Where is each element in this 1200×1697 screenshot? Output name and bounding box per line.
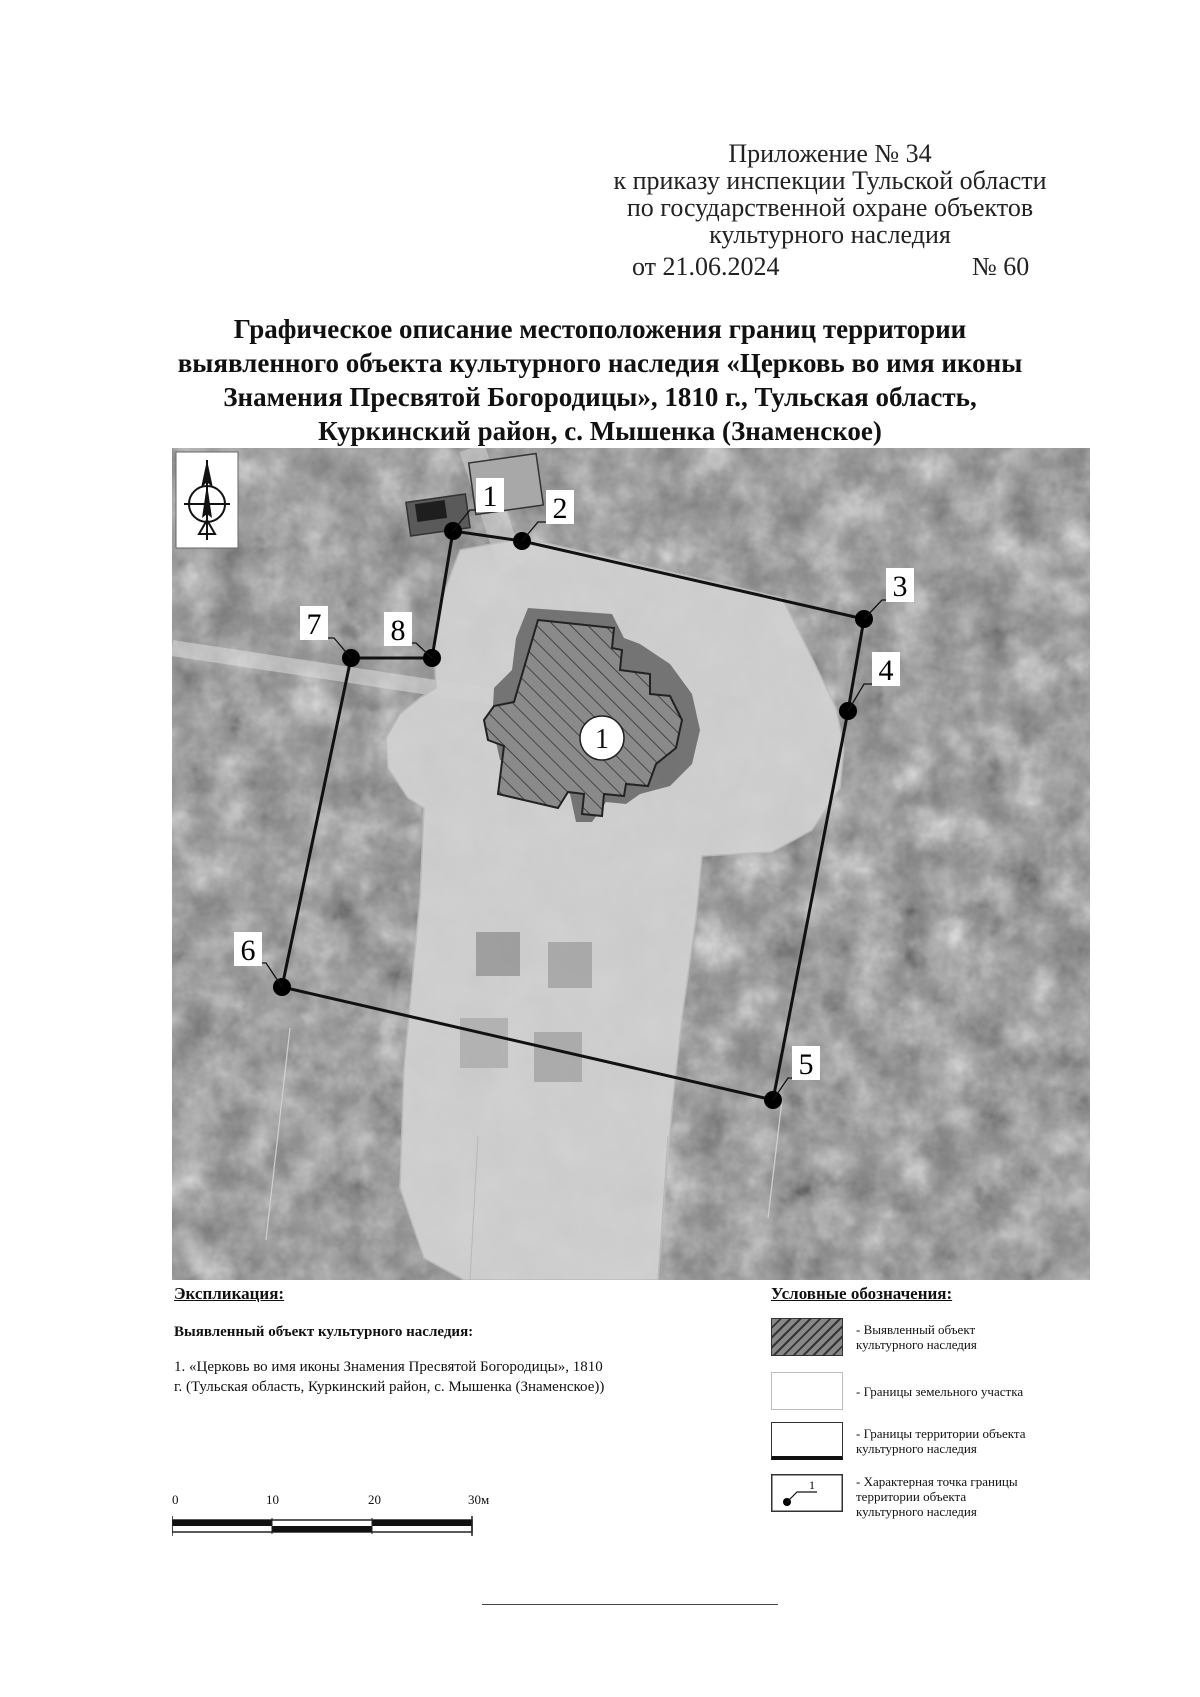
legend-heading: Условные обозначения: (771, 1284, 953, 1303)
point-label-8: 8 (390, 614, 406, 647)
plot-square (460, 1018, 508, 1068)
scale-bar (172, 1516, 482, 1538)
explication-item-line2: г. (Тульская область, Куркинский район, с. Мышенка (Знаменское)) (174, 1379, 605, 1395)
explication-item-line1: 1. «Церковь во имя иконы Знамения Пресвятой Богородицы», 1810 (174, 1359, 603, 1375)
legend-swatch-object (771, 1318, 843, 1356)
footer-rule (482, 1604, 778, 1605)
order-reference: к приказу инспекции Тульской области (613, 166, 1047, 195)
page-title (130, 312, 1070, 448)
title-line-1: Графическое описание местоположения границ территории (233, 314, 967, 344)
satellite-map (172, 448, 1090, 1280)
order-date: от 21.06.2024 (632, 252, 780, 281)
point-label-3: 3 (892, 570, 908, 603)
order-reference-line3: культурного наследия (709, 220, 951, 249)
order-number: № 60 (972, 252, 1030, 281)
legend-swatch-parcel (771, 1372, 843, 1410)
point-label-2: 2 (552, 492, 568, 525)
north-arrow-icon (176, 452, 238, 548)
order-reference-line2: по государственной охране объектов (626, 193, 1034, 222)
point-label-6: 6 (240, 934, 256, 967)
legend-object-line1: - Выявленный объект (856, 1322, 976, 1337)
legend-point-label: 1 (809, 1478, 815, 1492)
legend-object-line2: культурного наследия (856, 1337, 977, 1352)
scale-label-0: 0 (172, 1492, 179, 1507)
scale-label-30: 30м (468, 1492, 490, 1507)
legend-point-line1: - Характерная точка границы (856, 1474, 1018, 1489)
legend-territory-line2: культурного наследия (856, 1441, 977, 1456)
point-label-5: 5 (798, 1048, 814, 1081)
title-line-4: Куркинский район, с. Мышенка (Знаменское) (318, 416, 882, 446)
title-line-2: выявленного объекта культурного наследия «Церковь во имя иконы (177, 348, 1023, 378)
point-label-4: 4 (878, 654, 894, 687)
legend-point-line2: территории объекта (856, 1489, 967, 1504)
appendix-number: Приложение № 34 (728, 139, 932, 168)
object-label: 1 (595, 724, 609, 755)
point-label-1: 1 (482, 480, 498, 513)
point-label-7: 7 (306, 608, 322, 641)
explication-heading: Экспликация: (174, 1284, 285, 1303)
scale-label-10: 10 (266, 1492, 279, 1507)
legend-swatch-territory (771, 1422, 843, 1460)
title-line-3: Знамения Пресвятой Богородицы», 1810 г., Тульская область, (223, 382, 977, 412)
plot-square (548, 942, 592, 988)
legend-parcel-line1: - Границы земельного участка (856, 1384, 1024, 1399)
legend-point-line3: культурного наследия (856, 1504, 977, 1519)
scale-label-20: 20 (368, 1492, 381, 1507)
plot-square (476, 932, 520, 976)
explication-subheading: Выявленный объект культурного наследия: (174, 1324, 474, 1340)
legend-territory-line1: - Границы территории объекта (856, 1426, 1026, 1441)
legend-swatch-point (771, 1474, 843, 1512)
plot-square (534, 1032, 582, 1082)
